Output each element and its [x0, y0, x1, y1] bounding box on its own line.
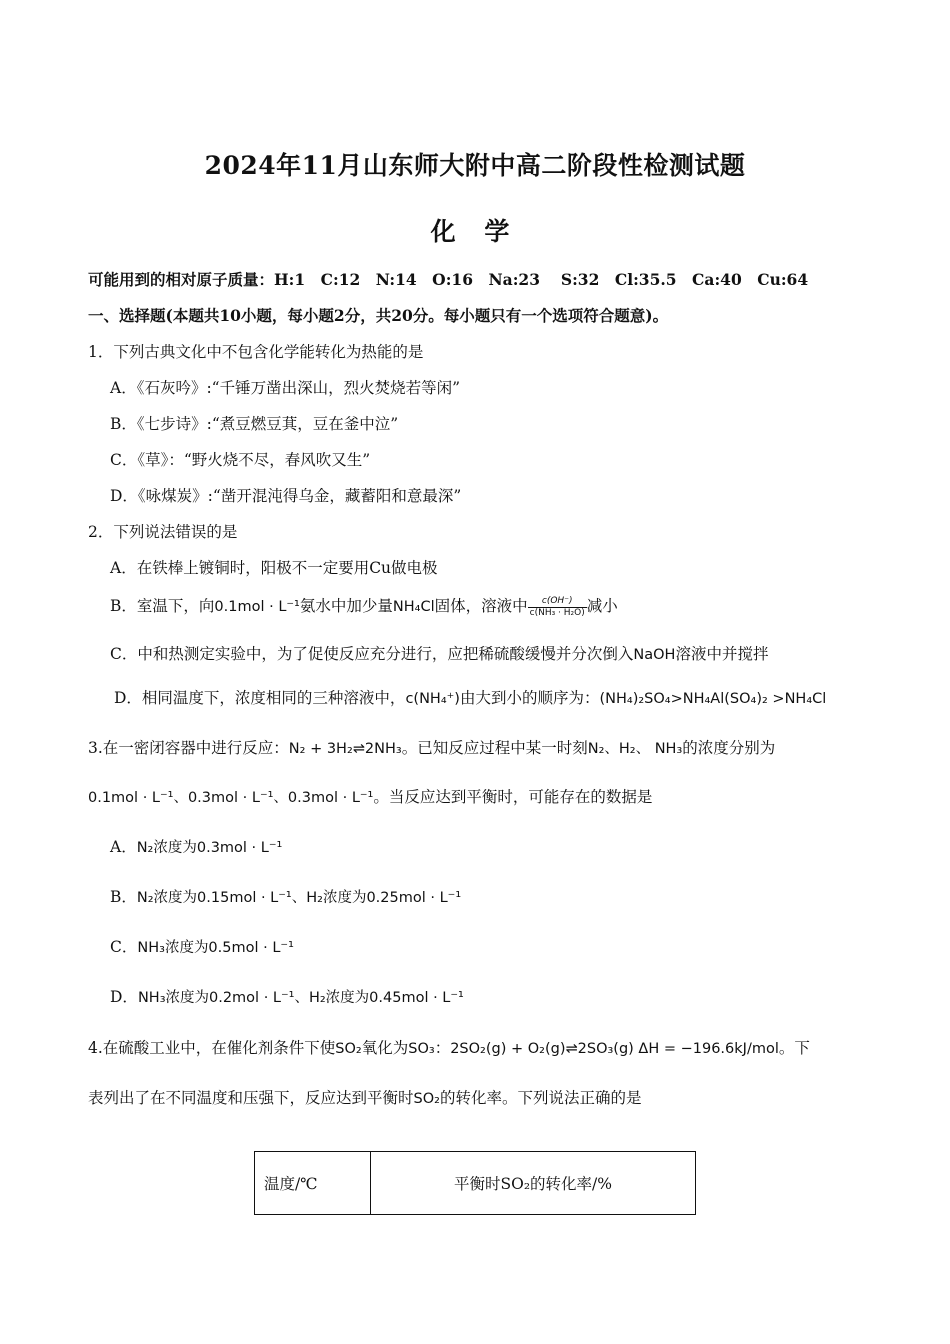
q3-option-c: [110, 935, 294, 957]
q3-concentrations: 0.1mol · L⁻¹、0.3mol · L⁻¹、0.3mol · L⁻¹: [88, 790, 374, 806]
q3-d-label: D．: [110, 988, 138, 1006]
q4-prefix: 4.在硫酸工业中，在催化剂条件下使: [88, 1039, 336, 1057]
q3-reaction: N₂ + 3H₂⇌2NH₃: [288, 741, 402, 757]
q4-line2-prefix: 表列出了在不同温度和压强下，反应达到平衡时: [88, 1089, 414, 1107]
q1-stem: 1．下列古典文化中不包含化学能转化为热能的是: [88, 343, 424, 361]
q2-b-prefix: B．室温下，向: [110, 597, 215, 615]
q4-stem: [88, 1036, 810, 1058]
q4-equation: 2SO₂(g) + O₂(g)⇌2SO₃(g) ΔH = −196.6kJ/mol: [450, 1041, 779, 1057]
q3-d-text: NH₃浓度为0.2mol · L⁻¹、H₂浓度为0.45mol · L⁻¹: [137, 990, 464, 1006]
q3-a-label: A．: [110, 838, 137, 856]
q4-so3: SO₃: [408, 1041, 435, 1057]
subject-title: 化 学: [430, 217, 520, 246]
q3-b-text: N₂浓度为0.15mol · L⁻¹、H₂浓度为0.25mol · L⁻¹: [136, 890, 462, 906]
q2-d-middle: 由大到小的顺序为：: [459, 689, 600, 707]
q3-stem-end: 的浓度分别为: [682, 739, 776, 757]
section-heading: 一、选择题(本题共10小题，每小题2分，共20分。每小题只有一个选项符合题意)。: [88, 306, 669, 325]
q4-line2-so2: SO₂: [413, 1091, 440, 1107]
q2-b-end: 减小: [586, 597, 618, 615]
q3-stem-prefix: 3.在一密闭容器中进行反应：: [88, 739, 289, 757]
q2-b-salt: NH₄Cl: [392, 599, 435, 615]
q3-c-text: NH₃浓度为0.5mol · L⁻¹: [137, 940, 294, 956]
q2-option-d: [114, 686, 826, 708]
q2-c-end: 溶液中并搅拌: [675, 645, 769, 663]
q2-b-middle: 氨水中加少量: [299, 597, 393, 615]
q2-b-fraction: [528, 596, 587, 619]
table-header-temperature: 温度/℃: [255, 1152, 371, 1215]
q2-d-ion: c(NH₄⁺): [405, 691, 460, 707]
q4-end: 。下: [778, 1039, 810, 1057]
q2-option-c: [110, 642, 768, 664]
q2-b-concentration: 0.1mol · L⁻¹: [214, 599, 300, 615]
q3-c-label: C．: [110, 938, 138, 956]
q2-option-b: [110, 594, 618, 619]
q4-middle: 氧化为: [361, 1039, 409, 1057]
atomic-masses: 可能用到的相对原子质量：H:1 C:12 N:14 O:16 Na:23 S:32 Cl:35.5 Ca:40 Cu:64: [88, 270, 809, 289]
q3-stem: [88, 736, 775, 758]
q4-colon: ：: [434, 1039, 451, 1057]
q3-option-b: [110, 885, 461, 907]
q1-option-b: B．《七步诗》:“煮豆燃豆萁，豆在釜中泣”: [110, 415, 399, 433]
q3-species: N₂、H₂、 NH₃: [587, 741, 683, 757]
q2-d-prefix: D．相同温度下，浓度相同的三种溶液中，: [114, 689, 406, 707]
q1-option-d: D．《咏煤炭》:“凿开混沌得乌金，藏蓄阳和意最深”: [110, 487, 462, 505]
q2-stem: 2．下列说法错误的是: [88, 523, 238, 541]
q4-line2-end: 的转化率。下列说法正确的是: [439, 1089, 642, 1107]
q3-b-label: B．: [110, 888, 137, 906]
q2-b-denominator: c(NH₃ · H₂O): [529, 607, 585, 618]
conversion-table: [254, 1151, 696, 1215]
q3-stem-middle: 。已知反应过程中某一时刻: [401, 739, 588, 757]
q3-option-d: [110, 985, 464, 1007]
q3-stem-line2-end: 。当反应达到平衡时，可能存在的数据是: [373, 788, 653, 806]
q3-a-text: N₂浓度为0.3mol · L⁻¹: [136, 840, 283, 856]
q3-option-a: [110, 835, 282, 857]
q4-so2: SO₂: [335, 1041, 362, 1057]
q3-stem-line2: [88, 785, 652, 807]
q2-option-a: A．在铁棒上镀铜时，阳极不一定要用Cu做电极: [110, 559, 438, 577]
q2-c-naoh: NaOH: [633, 647, 676, 663]
q2-d-order: (NH₄)₂SO₄>NH₄Al(SO₄)₂ >NH₄Cl: [599, 691, 827, 707]
table-header-row: [255, 1152, 696, 1215]
q2-b-middle2: 固体，溶液中: [434, 597, 528, 615]
table-header-conversion: 平衡时SO₂的转化率/%: [371, 1152, 696, 1215]
q1-option-c: C．《草》：“野火烧不尽，春风吹又生”: [110, 451, 371, 469]
q1-option-a: A．《石灰吟》:“千锤万凿出深山，烈火焚烧若等闲”: [110, 379, 461, 397]
exam-title: 2024年11月山东师大附中高二阶段性检测试题: [204, 151, 746, 180]
q4-stem-line2: [88, 1086, 641, 1108]
q2-b-numerator: c(OH⁻): [528, 596, 587, 608]
q2-c-prefix: C．中和热测定实验中，为了促使反应充分进行，应把稀硫酸缓慢并分次倒入: [110, 645, 634, 663]
